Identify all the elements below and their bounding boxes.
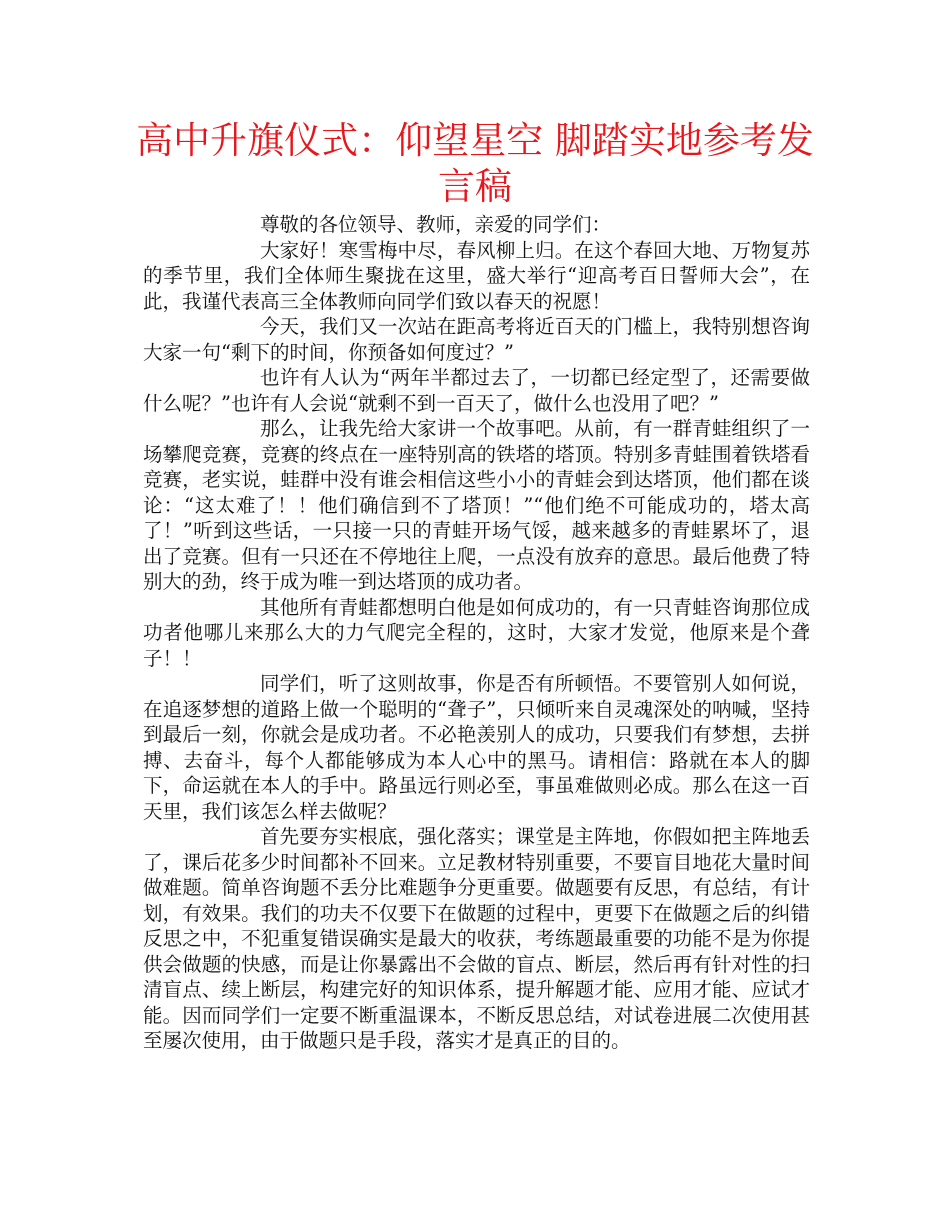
paragraph-salutation: 尊敬的各位领导、教师，亲爱的同学们：	[260, 213, 612, 236]
document-body	[143, 212, 810, 1054]
paragraph-frog-story: 那么，让我先给大家讲一个故事吧。从前，有一群青蛙组织了一场攀爬竞赛，竞赛的终点在一座特别高的铁塔的塔顶。特别多青蛙围着铁塔看竞赛，老实说，蛙群中没有谁会相信这些小小的青蛙会到达塔顶，他们都在谈论：“这太难了！！他们确信到不了塔顶！”“他们绝不可能成功的，塔太高了！”听到这些话，一只接一只的青蛙开场气馁，越来越多的青蛙累坏了，退出了竞赛。但有一只还在不停地往上爬，一点没有放弃的意思。最后他费了特别大的劲，终于成为唯一到达塔顶的成功者。	[143, 417, 810, 593]
paragraph-question: 今天，我们又一次站在距高考将近百天的门槛上，我特别想咨询大家一句“剩下的时间，你预备如何度过？”	[143, 315, 810, 364]
paragraph-story-ending: 其他所有青蛙都想明白他是如何成功的，有一只青蛙咨询那位成功者他哪儿来那么大的力气爬完全程的，这时，大家才发觉，他原来是个聋子！！	[143, 595, 810, 670]
document-title: 高中升旗仪式：仰望星空 脚踏实地参考发言稿	[136, 119, 814, 208]
paragraph-doubts: 也许有人认为“两年半都过去了，一切都已经定型了，还需要做什么呢？”也许有人会说“就剩不到一百天了，做什么也没用了吧？”	[143, 366, 810, 415]
paragraph-greeting: 大家好！寒雪梅中尽，春风柳上归。在这个春回大地、万物复苏的季节里，我们全体师生聚拢在这里，盛大举行“迎高考百日誓师大会”，在此，我谨代表高三全体教师向同学们致以春天的祝愿！	[143, 238, 810, 313]
paragraph-lesson: 同学们，听了这则故事，你是否有所顿悟。不要管别人如何说，在追逐梦想的道路上做一个聪明的“聋子”，只倾听来自灵魂深处的呐喊，坚持到最后一刻，你就会是成功者。不必艳羡别人的成功，只要我们有梦想，去拼搏、去奋斗，每个人都能够成为本人心中的黑马。请相信：路就在本人的脚下，命运就在本人的手中。路虽远行则必至，事虽难做则必成。那么在这一百天里，我们该怎么样去做呢？	[143, 672, 810, 823]
paragraph-advice: 首先要夯实根底，强化落实；课堂是主阵地，你假如把主阵地丢了，课后花多少时间都补不回来。立足教材特别重要，不要盲目地花大量时间做难题。简单咨询题不丢分比难题争分更重要。做题要有反思，有总结，有计划，有效果。我们的功夫不仅要下在做题的过程中，更要下在做题之后的纠错反思之中，不犯重复错误确实是最大的收获，考练题最重要的功能不是为你提供会做题的快感，而是让你暴露出不会做的盲点、断层，然后再有针对性的扫清盲点、续上断层，构建完好的知识体系，提升解题才能、应用才能、应试才能。因而同学们一定要不断重温课本，不断反思总结，对试卷进展二次使用甚至屡次使用，由于做题只是手段，落实才是真正的目的。	[143, 825, 810, 1052]
